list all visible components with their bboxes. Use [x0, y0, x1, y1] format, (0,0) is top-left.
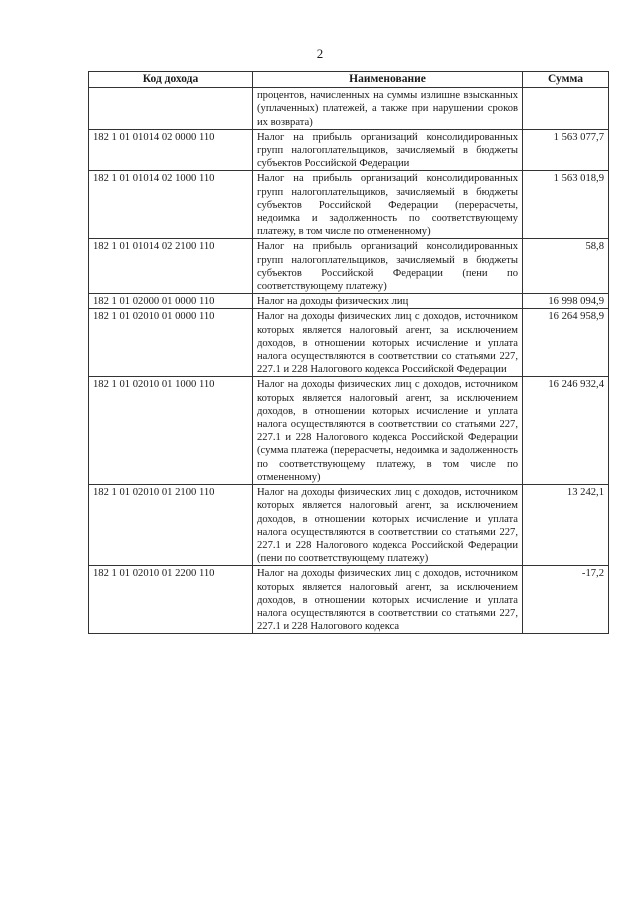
income-code: 182 1 01 02010 01 0000 110 — [89, 309, 253, 377]
income-sum: 16 998 094,9 — [523, 294, 609, 309]
income-name: Налог на доходы физических лиц с доходов, источником которых является налоговый агент, за исключением доходов, в отношении которых исчисление и уплата налога осуществляются в соответствии со статьями 227, 227.1 и 228 Налогового кодекса Российской Федерации (сумма платежа (перерасчеты, недоимка и задолженность по соответствующему платежу, в том числе по отмененному) — [253, 377, 523, 485]
income-name: процентов, начисленных на суммы излишне взысканных (уплаченных) платежей, а также при нарушении сроков их возврата) — [253, 88, 523, 130]
income-code: 182 1 01 01014 02 0000 110 — [89, 129, 253, 171]
table-row — [89, 377, 609, 485]
table-row — [89, 294, 609, 309]
income-name: Налог на прибыль организаций консолидированных групп налогоплательщиков, зачисляемый в бюджеты субъектов Российской Федерации (пени по соответствующему платежу) — [253, 239, 523, 294]
income-sum — [523, 88, 609, 130]
income-sum: 58,8 — [523, 239, 609, 294]
table-row — [89, 485, 609, 566]
income-name: Налог на прибыль организаций консолидированных групп налогоплательщиков, зачисляемый в бюджеты субъектов Российской Федерации (перерасчеты, недоимка и задолженность по соответствующему платежу, в том числе по отмененному) — [253, 171, 523, 239]
income-sum: 16 246 932,4 — [523, 377, 609, 485]
income-name: Налог на доходы физических лиц с доходов, источником которых является налоговый агент, за исключением доходов, в отношении которых исчисление и уплата налога осуществляются в соответствии со статьями 227, 227.1 и 228 Налогового кодекса Российской Федерации (пени по соответствующему платежу) — [253, 485, 523, 566]
income-name: Налог на доходы физических лиц с доходов, источником которых является налоговый агент, за исключением доходов, в отношении которых исчисление и уплата налога осуществляются в соответствии со статьями 227, 227.1 и 228 Налогового кодекса Российской Федерации — [253, 309, 523, 377]
income-sum: 1 563 018,9 — [523, 171, 609, 239]
table-row — [89, 88, 609, 130]
income-code: 182 1 01 02010 01 1000 110 — [89, 377, 253, 485]
income-code: 182 1 01 01014 02 1000 110 — [89, 171, 253, 239]
table-row — [89, 309, 609, 377]
header-code: Код дохода — [89, 72, 253, 88]
income-name: Налог на прибыль организаций консолидированных групп налогоплательщиков, зачисляемый в бюджеты субъектов Российской Федерации — [253, 129, 523, 171]
income-code: 182 1 01 01014 02 2100 110 — [89, 239, 253, 294]
income-name: Налог на доходы физических лиц — [253, 294, 523, 309]
income-name: Налог на доходы физических лиц с доходов, источником которых является налоговый агент, за исключением доходов, в отношении которых исчисление и уплата налога осуществляются в соответствии со статьями 227, 227.1 и 228 Налогового кодекса — [253, 566, 523, 634]
page-number: 2 — [316, 46, 324, 61]
income-code: 182 1 01 02010 01 2200 110 — [89, 566, 253, 634]
table-row — [89, 129, 609, 171]
income-code: 182 1 01 02000 01 0000 110 — [89, 294, 253, 309]
income-code: 182 1 01 02010 01 2100 110 — [89, 485, 253, 566]
header-name: Наименование — [253, 72, 523, 88]
table-row — [89, 566, 609, 634]
revenue-table — [88, 71, 609, 634]
income-sum: -17,2 — [523, 566, 609, 634]
table-header-row — [89, 72, 609, 88]
header-sum: Сумма — [523, 72, 609, 88]
income-sum: 13 242,1 — [523, 485, 609, 566]
income-sum: 16 264 958,9 — [523, 309, 609, 377]
table-row — [89, 171, 609, 239]
income-code — [89, 88, 253, 130]
income-sum: 1 563 077,7 — [523, 129, 609, 171]
table-row — [89, 239, 609, 294]
